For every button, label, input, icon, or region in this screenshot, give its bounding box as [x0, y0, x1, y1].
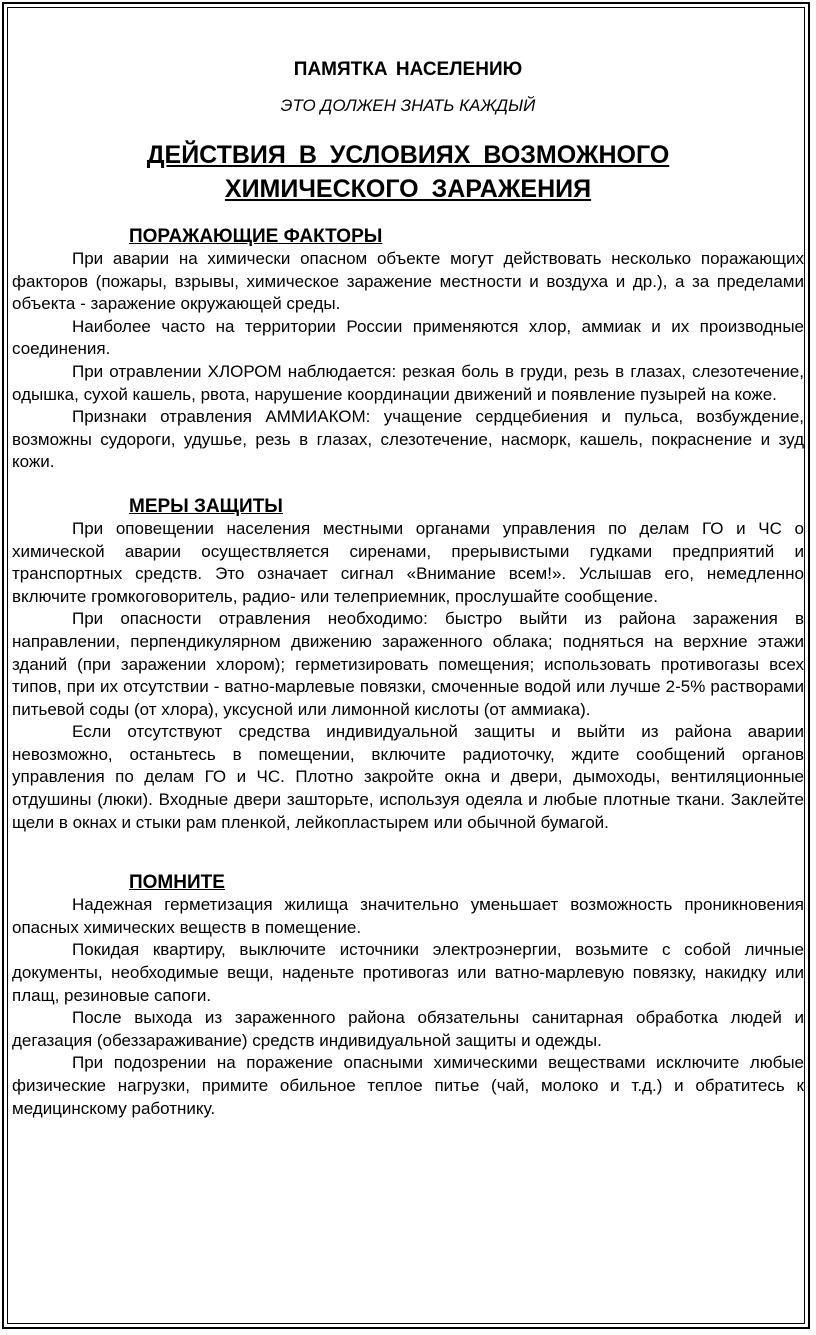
main-heading-line2: ХИМИЧЕСКОГО ЗАРАЖЕНИЯ	[224, 175, 592, 203]
paragraph: При аварии на химически опасном объекте могут действовать несколько поражающих факторов (пожары, взрывы, химическое заражение местности и воздуха и др.), а за пределами объекта - заражение окружающей среды.	[12, 249, 804, 314]
paragraph: При оповещении населения местными органами управления по делам ГО и ЧС о химической аварии осуществляется сиренами, прерывистыми гудками предприятий и транспортных средств. Это означает сигнал «Внимание всем!». Услышав его, немедленно включите громкоговоритель, радио- или телеприемник, прослушайте сообщение.	[12, 518, 804, 606]
section-remember	[12, 872, 804, 1120]
section-heading: ПОРАЖАЮЩИЕ ФАКТОРЫ	[129, 226, 383, 247]
paragraph: Наиболее часто на территории России применяются хлор, аммиак и их производные соединения.	[12, 316, 804, 359]
paragraph: После выхода из зараженного района обязательны санитарная обработка людей и дегазация (обеззараживание) средств индивидуальной защиты и одежды.	[12, 1008, 804, 1050]
paragraph: Надежная герметизация жилища значительно уменьшает возможность проникновения опасных химических веществ в помещение.	[12, 895, 804, 937]
paragraph: Если отсутствуют средства индивидуальной защиты и выйти из района аварии невозможно, останьтесь в помещении, включите радиоточку, ждите сообщений органов управления по делам ГО и ЧС. Плотно закройте окна и двери, дымоходы, вентиляционные отдушины (люки). Входные двери зашторьте, используя одеяла и любые плотные ткани. Заклейте щели в окнах и стыки рам пленкой, лейкопластырем или обычной бумагой.	[12, 722, 804, 832]
memo-subtitle: ЭТО ДОЛЖЕН ЗНАТЬ КАЖДЫЙ	[280, 96, 536, 115]
section-protection-measures	[12, 496, 804, 834]
section-damaging-factors	[12, 226, 804, 474]
paragraph: При отравлении ХЛОРОМ наблюдается: резкая боль в груди, резь в глазах, слезотечение, одышка, сухой кашель, рвота, нарушение координации движений и появление пузырей на коже.	[12, 361, 804, 404]
paragraph: Покидая квартиру, выключите источники электроэнергии, возьмите с собой личные документы, необходимые вещи, наденьте противогаз или ватно-марлевую повязку, накидку или плащ, резиновые сапоги.	[12, 940, 804, 1005]
main-heading-line1: ДЕЙСТВИЯ В УСЛОВИЯХ ВОЗМОЖНОГО	[146, 141, 670, 169]
section-heading: МЕРЫ ЗАЩИТЫ	[129, 495, 283, 517]
memo-document	[12, 52, 804, 1120]
main-heading	[12, 138, 804, 206]
paragraph: Признаки отравления АММИАКОМ: учащение сердцебиения и пульса, возбуждение, возможны судороги, удушье, резь в глазах, слезотечение, насморк, кашель, покраснение и зуд кожи.	[12, 407, 804, 472]
memo-title: ПАМЯТКА НАСЕЛЕНИЮ	[293, 59, 523, 80]
paragraph: При опасности отравления необходимо: быстро выйти из района заражения в направлении, перпендикулярном движению зараженного облака; подняться на верхние этажи зданий (при заражении хлором); герметизировать помещения; использовать противогазы всех типов, при их отсутствии - ватно-марлевые повязки, смоченные водой или лучше 2-5% растворами питьевой соды (от хлора), уксусной или лимонной кислоты (от аммиака).	[12, 609, 804, 719]
paragraph: При подозрении на поражение опасными химическими веществами исключите любые физические нагрузки, примите обильное теплое питье (чай, молоко и т.д.) и обратитесь к медицинскому работнику.	[12, 1053, 804, 1118]
section-heading: ПОМНИТЕ	[129, 872, 225, 894]
